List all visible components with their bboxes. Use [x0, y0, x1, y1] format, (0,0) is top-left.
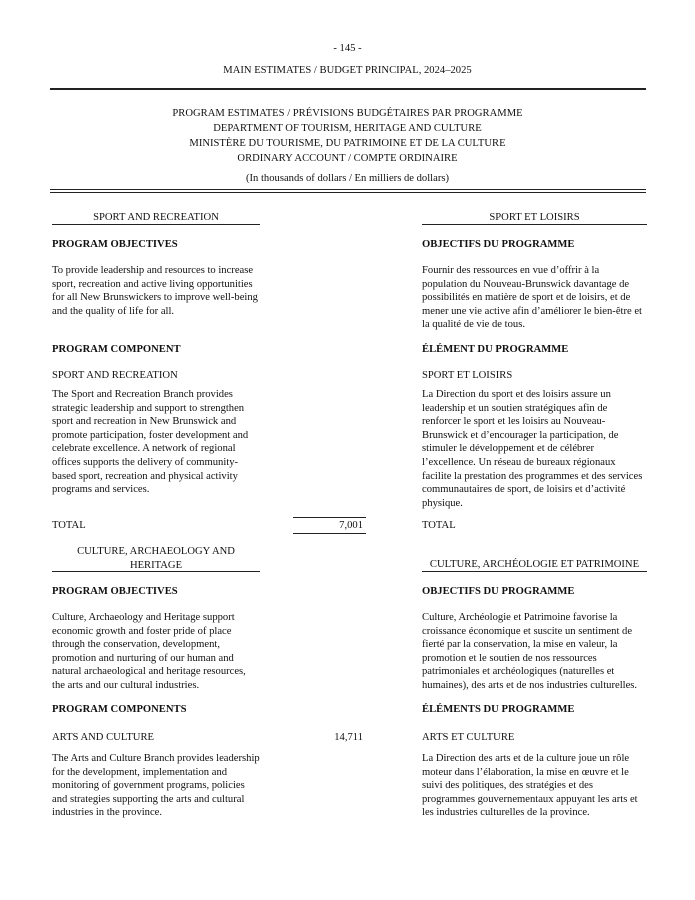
department-name-en: DEPARTMENT OF TOURISM, HERITAGE AND CULTURE — [213, 123, 482, 134]
section2-component-name-en: ARTS AND CULTURE — [52, 732, 154, 743]
header-rule-double-2 — [50, 192, 646, 193]
component-label-fr: ÉLÉMENT DU PROGRAMME — [422, 344, 569, 355]
objectives-text-en: To provide leadership and resources to increase sport, recreation and active living opportunities for all New Brunswickers to improve well-being and the quality of life for all. — [52, 265, 258, 317]
estimates-title: MAIN ESTIMATES / BUDGET PRINCIPAL, 2024–2025 — [223, 65, 472, 76]
component-name-fr: SPORT ET LOISIRS — [422, 370, 513, 381]
section2-components-label-fr: ÉLÉMENTS DU PROGRAMME — [422, 704, 575, 715]
section-title-underline-fr — [422, 224, 647, 225]
section2-objectives-text-en: Culture, Archaeology and Heritage support economic growth and foster pride of place through the conservation, development, promotion and nurturing of our human and natural archaeological and heritage resources, the arts and our cultural industries. — [52, 612, 246, 691]
objectives-label-fr: OBJECTIFS DU PROGRAMME — [422, 239, 575, 250]
component-desc-fr: La Direction du sport et des loisirs assure un leadership et un soutien stratégiques afin de renforcer le sport et les loisirs au Nouveau-Brunswick et d’encourager la participation, de stimuler le développement et de célébrer l’excellence. Un réseau de bureaux régionaux facilite la prestation des programmes et des services communautaires de sport, de loisirs et d’activité physique. — [422, 389, 643, 509]
section2-objectives-label-en: PROGRAM OBJECTIVES — [52, 586, 178, 597]
component-name-en: SPORT AND RECREATION — [52, 370, 178, 381]
section2-component-value: 14,711 — [334, 732, 363, 743]
section2-component-desc-en: The Arts and Culture Branch provides leadership for the development, implementation and monitoring of government programs, policies and strategies supporting the arts and cultural industries in the province. — [52, 753, 260, 819]
objectives-label-en: PROGRAM OBJECTIVES — [52, 239, 178, 250]
section2-title-underline-fr — [422, 571, 647, 572]
section2-component-name-fr: ARTS ET CULTURE — [422, 732, 515, 743]
component-desc-en: The Sport and Recreation Branch provides strategic leadership and support to strengthen sport and recreation in New Brunswick and promote participation, foster development and celebrate excellence. A network of regional offices supports the delivery of community-based sport, recreation and physical activity programs and services. — [52, 389, 249, 496]
page-number: - 145 - — [333, 43, 362, 54]
total-label-fr: TOTAL — [422, 520, 456, 531]
units-note: (In thousands of dollars / En milliers de dollars) — [245, 173, 449, 184]
header-rule-double-1 — [50, 189, 646, 190]
section2-title-en: CULTURE, ARCHAEOLOGY AND HERITAGE — [77, 546, 235, 571]
section2-objectives-text-fr: Culture, Archéologie et Patrimoine favorise la croissance économique et suscite un sentiment de fierté par la conservation, la mise en valeur, la promotion et le soutien de nos ressources patrimoniales et archéologiques (naturelles et humaines), des arts et de nos industries culturelles. — [422, 612, 638, 691]
section2-component-desc-fr: La Direction des arts et de la culture joue un rôle moteur dans l’élaboration, la mise en œuvre et le suivi des politiques, des stratégies et des programmes gouvernementaux appuyant les arts et les industries culturelles de la province. — [422, 753, 638, 819]
section-title-en: SPORT AND RECREATION — [93, 212, 219, 223]
header-rule-top — [50, 88, 646, 90]
section2-components-label-en: PROGRAM COMPONENTS — [52, 704, 187, 715]
department-name-fr: MINISTÈRE DU TOURISME, DU PATRIMOINE ET DE LA CULTURE — [189, 138, 506, 149]
component-label-en: PROGRAM COMPONENT — [52, 344, 181, 355]
section-title-underline-en — [52, 224, 260, 225]
program-estimates-title: PROGRAM ESTIMATES / PRÉVISIONS BUDGÉTAIRES PAR PROGRAMME — [172, 108, 523, 119]
total-rule-bottom — [293, 533, 366, 534]
section-title-fr: SPORT ET LOISIRS — [489, 212, 580, 223]
section2-objectives-label-fr: OBJECTIFS DU PROGRAMME — [422, 586, 575, 597]
total-label-en: TOTAL — [52, 520, 86, 531]
total-rule — [293, 517, 366, 518]
objectives-text-fr: Fournir des ressources en vue d’offrir à la population du Nouveau-Brunswick davantage de possibilités en matière de sport et de loisirs, et de mener une vie active afin d’améliorer le bien-être et la qualité de vie de tous. — [422, 265, 642, 331]
section2-title-fr: CULTURE, ARCHÉOLOGIE ET PATRIMOINE — [429, 559, 640, 570]
section2-title-underline-en — [52, 571, 260, 572]
account-type: ORDINARY ACCOUNT / COMPTE ORDINAIRE — [237, 153, 458, 164]
total-value: 7,001 — [339, 520, 363, 531]
